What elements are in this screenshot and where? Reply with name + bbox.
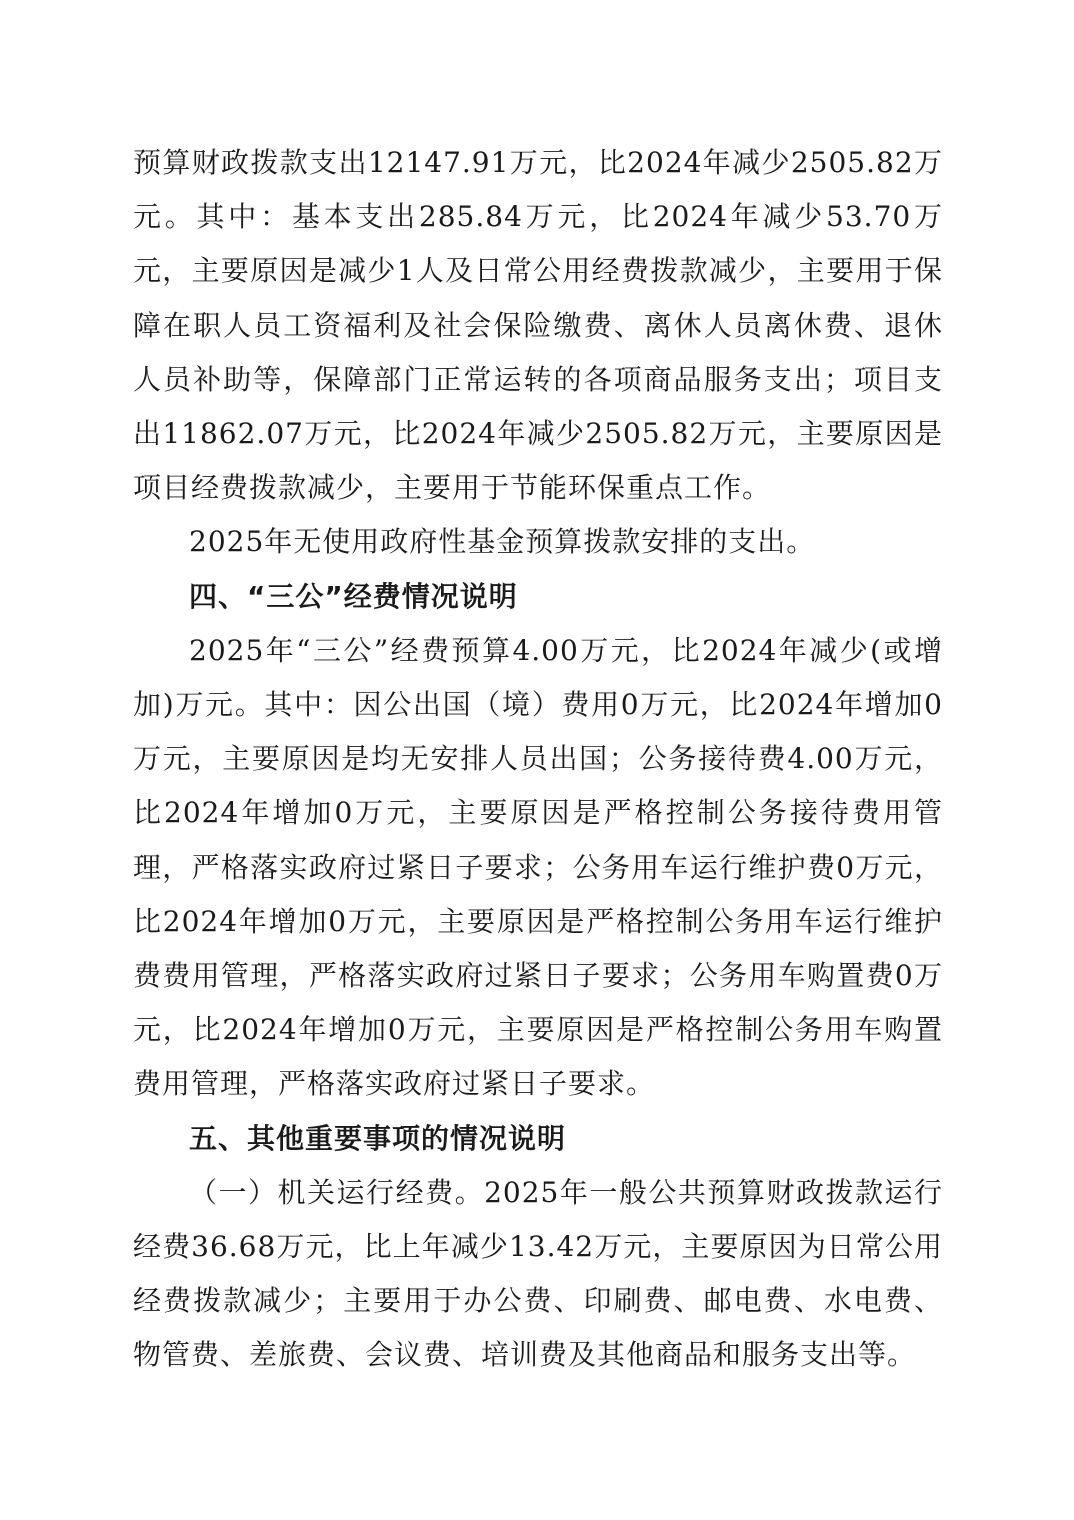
paragraph-government-fund: 2025年无使用政府性基金预算拨款安排的支出。 xyxy=(189,525,816,559)
section-heading-other-matters: 五、其他重要事项的情况说明 xyxy=(189,1121,567,1155)
paragraph-three-public-expenses: 2025年“三公”经费预算4.00万元，比2024年减少(或增加)万元。其中：因公出国（境）费用0万元，比2024年增加0万元，主要原因是均无安排人员出国；公务接待费4.00万元，比2024年增加0万元，主要原因是严格控制公务接待费用管理，严格落实政府过紧日子要求；公务用车运行维护费0万元，比2024年增加0万元，主要原因是严格控制公务用车运行维护费费用管理，严格落实政府过紧日子要求；公务用车购置费0万元，比2024年增加0万元，主要原因是严格控制公务用车购置费用管理，严格落实政府过紧日子要求。 xyxy=(133,633,943,1101)
section-heading-three-public: 四、“三公”经费情况说明 xyxy=(189,579,518,613)
paragraph-operating-expenses: （一）机关运行经费。2025年一般公共预算财政拨款运行经费36.68万元，比上年减少13.42万元，主要原因为日常公用经费拨款减少；主要用于办公费、印刷费、邮电费、水电费、物管费、差旅费、会议费、培训费及其他商品和服务支出等。 xyxy=(133,1175,943,1372)
document-body xyxy=(133,136,943,1383)
paragraph-budget-expenditure: 预算财政拨款支出12147.91万元，比2024年减少2505.82万元。其中：基本支出285.84万元，比2024年减少53.70万元，主要原因是减少1人及日常公用经费拨款减少，主要用于保障在职人员工资福利及社会保险缴费、离休人员离休费、退休人员补助等，保障部门正常运转的各项商品服务支出；项目支出11862.07万元，比2024年减少2505.82万元，主要原因是项目经费拨款减少，主要用于节能环保重点工作。 xyxy=(133,146,943,505)
